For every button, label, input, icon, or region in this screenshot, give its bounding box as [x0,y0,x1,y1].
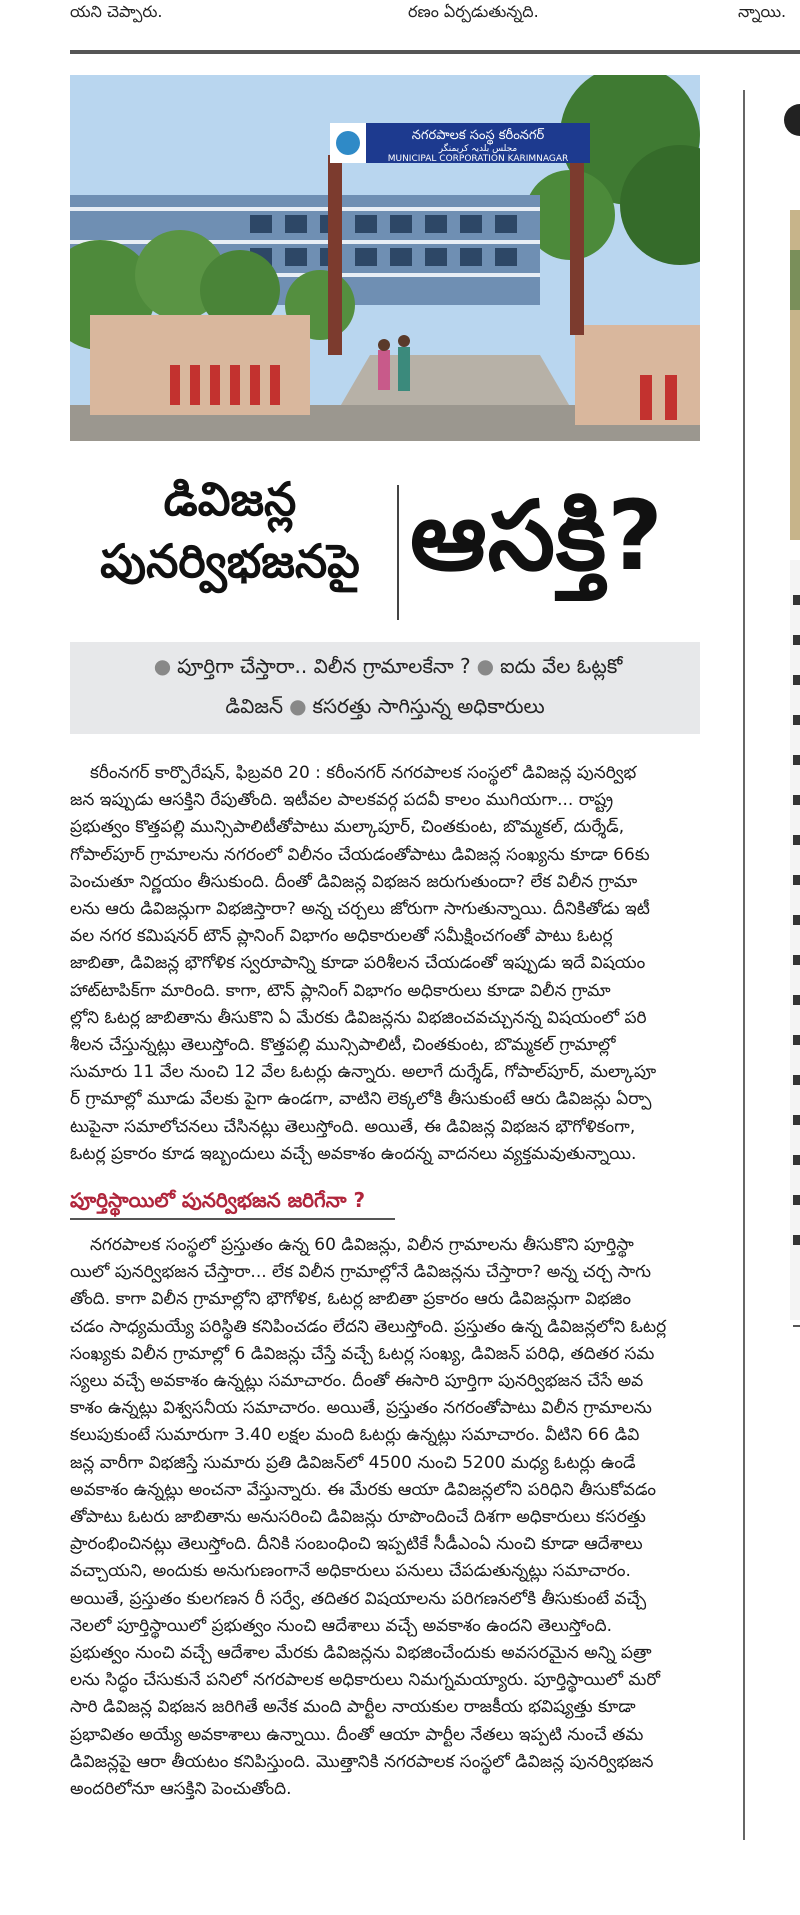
paragraph-line: తోంది. కాగా విలీన గ్రామాల్లోని భౌగోళిక, ఓటర్ల జాబితా ప్రకారం ఆరు డివిజన్లుగా విభజిం [70,1289,631,1310]
paragraph-line: ఓటర్ల ప్రకారం కూడ ఇబ్బందులు వచ్చే అవకాశం ఉందన్న వాదనలు వ్యక్తమవుతున్నాయి. [70,1143,637,1164]
top-fragment-middle: రణం ఏర్పడుతున్నది. [408,2,539,21]
subheadline-box [70,642,700,734]
paragraph-line: కాశం ఉన్నట్లు విశ్వసనీయ సమాచారం. అయితే, ప్రస్తుతం నగరంతోపాటు విలీన గ్రామాలను [70,1398,652,1419]
paragraph-line: అయితే, ప్రస్తుతం కులగణన రీ సర్వే, తదితర విషయాలను పరిగణనలోకి తీసుకుంటే వచ్చే [70,1588,647,1609]
article-paragraph-1 [70,760,700,1168]
sign-text-english: MUNICIPAL CORPORATION KARIMNAGAR [387,154,569,164]
paragraph-line: స్యలు వచ్చే అవకాశం ఉన్నట్లు సమాచారం. దీంతో ఈసారి పూర్తిగా పునర్విభజన చేసే అవ [70,1371,644,1392]
paragraph-line: టుపైనా సమాలోచనలు చేసినట్లు తెలుస్తోంది. అయితే, ఈ డివిజన్ల విభజన భౌగోళికంగా, [70,1116,636,1137]
paragraph-line: ప్రభావితం అయ్యే అవకాశాలు ఉన్నాయి. దీంతో ఆయా పార్టీల నేతలు ఇప్పటి నుంచే తమ [70,1724,644,1745]
headline-left-line2: పునర్విభజనపై [100,534,360,589]
sign-text-telugu: నగరపాలక సంస్థ కరీంనగర్ [411,128,545,143]
article-paragraph-2 [70,1232,700,1803]
paragraph-line: జన్ల వారీగా విభజిస్తే సుమారు ప్రతి డివిజన్‌లో 4500 నుంచి 5200 మధ్య ఓటర్లు ఉండే [70,1452,636,1473]
paragraph-line: చడం సాధ్యమయ్యే పరిస్థితి కనిపించడం లేదని తెలుస్తోంది. ప్రస్తుతం ఉన్న డివిజన్లలోని ఓటర్ల [70,1316,667,1337]
paragraph-line: జాబితా, డివిజన్ల భౌగోళిక స్వరూపాన్ని కూడా పరిశీలన చేయడంతో ఇప్పుడు ఇదే విషయం [70,953,646,974]
paragraph-line: కలుపుకుంటే సుమారుగా 3.40 లక్షల మంది ఓటర్లు ఉన్నట్లు సమాచారం. వీటిని 66 డివి [70,1425,640,1446]
section-subheading: పూర్తిస్థాయిలో పునర్విభజన జరిగేనా ? [70,1188,366,1212]
paragraph-line: ల్లోని ఓటర్ల జాబితాను తీసుకొని ఏ మేరకు డివిజన్లను విభజించవచ్చునన్న విషయంలో పరి [70,1007,647,1028]
paragraph-line: శీలన చేస్తున్నట్లు తెలుస్తోంది. కొత్తపల్లి మున్సిపాలిటీ, చింతకుంట, బొమ్మకల్ గ్రామాల్లో [70,1035,616,1056]
paragraph-line: వచ్చాయని, అందుకు అనుగుణంగానే అధికారులు పనులు చేపడుతున్నట్లు సమాచారం. [70,1561,631,1582]
paragraph-line: ర్ గ్రామాల్లో మూడు వేలకు పైగా ఉండగా, వాటిని లెక్కలోకి తీసుకుంటే ఆరు డివిజన్లు ఏర్పా [70,1089,652,1110]
paragraph-line: గోపాల్‌పూర్ గ్రామాలను నగరంలో విలీనం చేయడంతోపాటు డివిజన్ల సంఖ్యను కూడా 66కు [70,844,650,865]
bullet-icon: ● [476,654,495,678]
bullet-icon: ● [289,694,307,718]
headline-left-line1: డివిజన్ల [163,472,297,526]
paragraph-line: నెలలో పూర్తిస్థాయిలో ప్రభుత్వం నుంచి ఆదేశాలు వచ్చే అవకాశం ఉందని తెలుస్తోంది. [70,1615,613,1636]
paragraph-line: హాట్‌టాపిక్‌గా మారింది. కాగా, టౌన్ ప్లానింగ్ విభాగం అధికారులు కూడా విలీన గ్రామా [70,980,611,1001]
subheadline-point3: కసరత్తు సాగిస్తున్న అధికారులు [312,694,545,718]
column-divider [743,90,745,1840]
top-fragment-right: న్నాయి. [738,2,787,21]
paragraph-line: సుమారు 11 వేల నుంచి 12 వేల ఓటర్లు ఉన్నారు. అలాగే దుర్శేడ్, గోపాల్‌పూర్, మల్కాపూ [70,1062,657,1083]
subheadline-point2-cont: డివిజన్ [225,694,284,718]
paragraph-line: లను సిద్ధం చేసుకునే పనిలో నగరపాలక అధికారులు నిమగ్నమయ్యారు. పూర్తిస్థాయిలో మరో [70,1670,661,1691]
paragraph-line: సారి డివిజన్ల విభజన జరిగితే అనేక మంది పార్టీల నాయకుల రాజకీయ భవిష్యత్తు కూడా [70,1697,636,1718]
paragraph-line: పెంచుతూ నిర్ణయం తీసుకుంది. దీంతో డివిజన్ల విభజన జరుగుతుందా? లేక విలీన గ్రామా [70,871,638,892]
top-divider [70,50,800,54]
municipal-corporation-photo [70,75,700,441]
paragraph-line: యిలో పునర్విభజన చేస్తారా... లేక విలీన గ్రామాల్లోనే డివిజన్లను చేస్తారా? అన్న చర్చ సాగు [70,1262,651,1283]
subheadline-point2: ఐదు వేల ఓట్లకో [500,654,623,678]
paragraph-line: జన ఇప్పుడు ఆసక్తిని రేపుతోంది. ఇటీవల పాలకవర్గ పదవీ కాలం ముగియగా... రాష్ట్ర [70,790,614,811]
subheadline-point1: పూర్తిగా చేస్తారా.. విలీన గ్రామాలకేనా ? [177,654,471,678]
paragraph-line: లను ఆరు డివిజన్లుగా విభజిస్తారా? అన్న చర్చలు జోరుగా సాగుతున్నాయి. దీనికితోడు ఇటీ [70,899,650,920]
paragraph-line: కరీంనగర్ కార్పొరేషన్, ఫిబ్రవరి 20 : కరీంనగర్ నగరపాలక సంస్థలో డివిజన్ల పునర్విభ [90,763,637,783]
paragraph-line: ప్రభుత్వం నుంచి వచ్చే ఆదేశాల మేరకు డివిజన్లను విభజించేందుకు అవసరమైన అన్ని పత్రా [70,1643,652,1664]
sign-text-urdu: مجلس بلدیہ کریمنگر [438,144,518,154]
subheadline-line2 [70,694,700,723]
paragraph-line: అందరిలోనూ ఆసక్తిని పెంచుతోంది. [70,1779,292,1800]
headline-separator [397,485,399,620]
headline-right: ఆసక్తి? [410,480,664,592]
adjacent-column-strip [755,90,800,1840]
paragraph-line: నగరపాలక సంస్థలో ప్రస్తుతం ఉన్న 60 డివిజన్లు, విలీన గ్రామాలను తీసుకొని పూర్తిస్థా [90,1235,634,1255]
bullet-icon: ● [153,654,172,678]
paragraph-line: ప్రారంభించినట్లు తెలుస్తోంది. దీనికి సంబంధించి ఇప్పటికే సీడీఎంఏ నుంచి కూడా ఆదేశాలు [70,1534,643,1555]
headline-left [70,468,390,592]
subheadline-line1 [70,654,700,683]
paragraph-line: డివిజన్లపై ఆరా తీయటం కనిపిస్తుంది. మొత్తానికి నగరపాలక సంస్థలో డివిజన్ల పునర్విభజన [70,1751,654,1772]
paragraph-line: తోపాటు ఓటరు జాబితాను అనుసరించి డివిజన్లు రూపొందించే దిశగా అధికారులు కసరత్తు [70,1507,646,1528]
paragraph-line: వల నగర కమిషనర్ టౌన్ ప్లానింగ్ విభాగం అధికారులతో సమీక్షించగంతో పాటు ఓటర్ల [70,926,613,947]
paragraph-line: ప్రభుత్వం కొత్తపల్లి మున్సిపాలిటీతోపాటు మల్కాపూర్, చింతకుంట, బొమ్మకల్, దుర్శేడ్, [70,817,625,838]
top-fragment-left: యని చెప్పారు. [70,2,163,21]
section-subheading-underline [70,1218,395,1220]
paragraph-line: అవకాశం ఉన్నట్లు అంచనా వేస్తున్నారు. ఈ మేరకు ఆయా డివిజన్లలోని పరిధిని తీసుకోవడం [70,1479,656,1500]
paragraph-line: సంఖ్యకు విలీన గ్రామాల్లో 6 డివిజన్లు చేస్తే వచ్చే ఓటర్ల సంఖ్య, డివిజన్ పరిధి, తదితర సమ [70,1343,655,1364]
